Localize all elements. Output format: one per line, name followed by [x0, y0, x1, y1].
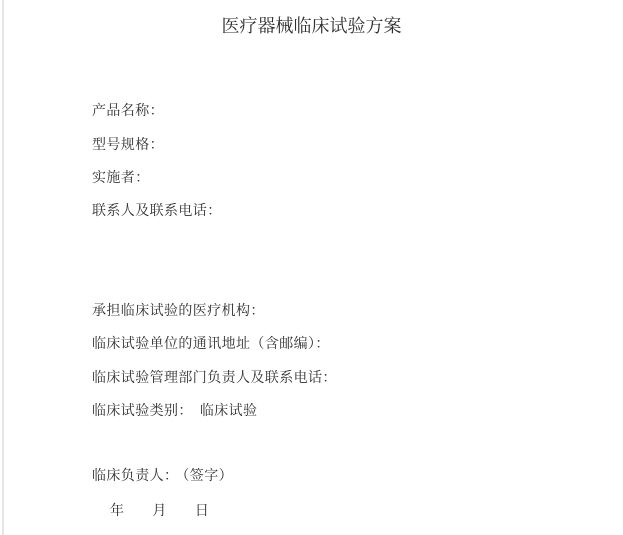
field-implementer [92, 171, 150, 187]
date-day-label: 日 [194, 504, 210, 519]
field-contact-phone [92, 204, 222, 220]
field-label: 临床试验管理部门负责人及联系电话： [92, 371, 337, 386]
field-mailing-address [92, 337, 330, 353]
signature-note: （签字） [182, 469, 234, 484]
field-label: 临床试验单位的通讯地址（含邮编）： [92, 337, 330, 352]
field-label: 型号规格： [92, 138, 164, 153]
page-left-edge-line [2, 0, 4, 535]
field-value: 临床试验 [199, 404, 258, 419]
field-management-dept-contact [92, 371, 337, 387]
field-model-spec [92, 138, 164, 154]
field-clinical-lead-signature [92, 469, 233, 485]
field-trial-category [92, 404, 257, 420]
field-product-name [92, 104, 164, 120]
field-label: 实施者： [92, 171, 150, 186]
date-year-label: 年 [110, 504, 125, 519]
field-label: 临床负责人： [92, 469, 179, 484]
field-label: 产品名称： [92, 104, 164, 119]
field-label: 联系人及联系电话： [92, 204, 222, 219]
date-month-label: 月 [152, 504, 167, 519]
date-line [110, 504, 209, 520]
field-label: 承担临床试验的医疗机构： [92, 304, 265, 319]
document-title: 医疗器械临床试验方案 [221, 16, 402, 36]
field-label: 临床试验类别： [92, 404, 193, 419]
field-medical-institution [92, 304, 265, 320]
